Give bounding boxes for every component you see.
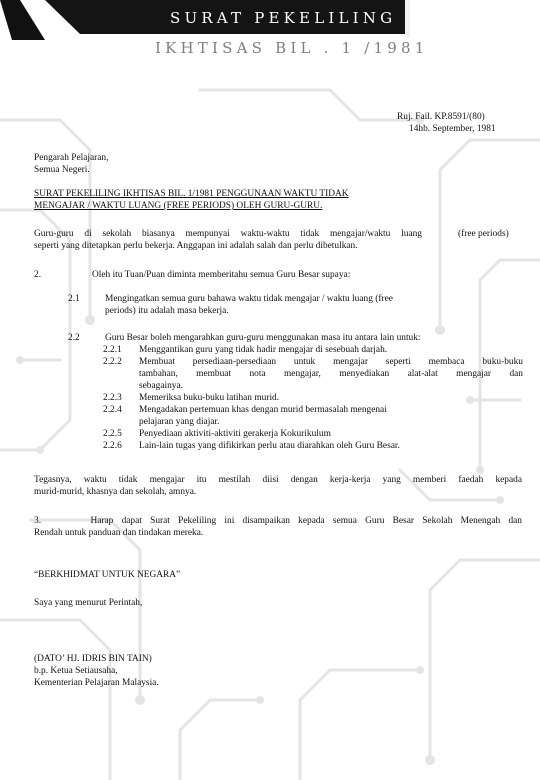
subitem-text: Lain-lain tugas yang difikirkan perlu atau diarahkan oleh Guru Besar. [139, 441, 400, 451]
closing: Saya yang menurut Perintah, [34, 598, 143, 608]
subitem-number: 2.2.3 [103, 393, 122, 403]
signatory-organisation: Kementerian Pelajaran Malaysia. [34, 678, 159, 688]
subitem-number: 2.2.6 [103, 441, 122, 451]
tegasnya-line1: Tegasnya, waktu tidak mengajar itu mestilah diisi dengan kerja-kerja yang memberi faedah kepada [34, 475, 522, 485]
subject-line2: MENGAJAR / WAKTU LUANG (FREE PERIODS) OLEH GURU-GURU. [34, 201, 323, 211]
para2-number: 2. [34, 270, 42, 280]
subitem-number: 2.2.2 [103, 357, 122, 367]
intro-line2: seperti yang ditetapkan perlu bekerja. Anggapan ini adalah salah dan perlu dibetulkan. [34, 241, 358, 251]
subitem-number: 2.2.5 [103, 429, 122, 439]
motto: “BERKHIDMAT UNTUK NEGARA” [34, 570, 181, 580]
subitem-text: sebagainya. [139, 381, 183, 391]
intro-free-periods: (free periods) [458, 229, 509, 239]
subitem-text: Mengadakan pertemuan khas dengan murid bermasalah mengenai [139, 405, 387, 415]
para3-line1: 3. Harap dapat Surat Pekeliling ini disampaikan kepada semua Guru Besar Sekolah Menengah dan [34, 516, 522, 526]
subitem-text: Membuat persediaan-persediaan untuk mengajar seperti membaca buku-buku [139, 357, 523, 367]
signatory-name: (DATO’ HJ. IDRIS BIN TAIN) [34, 654, 152, 664]
addressee-scope: Semua Negeri. [34, 165, 90, 175]
file-reference: Ruj. Fail. KP.8591/(80) [397, 112, 485, 122]
circular-title-line2: IKHTISAS BIL . 1 /1981 [155, 39, 429, 57]
item-2-2-text: Guru Besar boleh mengarahkan guru-guru menggunakan masa itu antara lain untuk: [105, 333, 421, 343]
subject-line1: SURAT PEKELILING IKHTISAS BIL. 1/1981 PENGGUNAAN WAKTU TIDAK [34, 189, 349, 199]
para3-line2: Rendah untuk panduan dan tindakan mereka. [34, 528, 204, 538]
item-2-1-line2: periods) itu adalah masa bekerja. [105, 306, 229, 316]
item-2-2-number: 2.2 [68, 333, 80, 343]
subitem-text: Menggantikan guru yang tidak hadir mengajar di sesebuah darjah. [139, 345, 388, 355]
subitem-text: Penyediaan aktiviti-aktiviti gerakerja Kokurikulum [139, 429, 331, 439]
item-2-1-number: 2.1 [68, 294, 80, 304]
subitem-text: tambahan, membuat nota mengajar, menyediakan alat-alat mengajar dan [139, 369, 523, 379]
intro-line1: Guru-guru di sekolah biasanya mempunyai waktu-waktu tidak mengajar/waktu luang [34, 229, 422, 239]
subitem-number: 2.2.4 [103, 405, 122, 415]
tegasnya-line2: murid-murid, khasnya dan sekolah, amnya. [34, 487, 197, 497]
para2-text: Oleh itu Tuan/Puan diminta memberitahu semua Guru Besar supaya: [92, 270, 351, 280]
circular-title-line1: SURAT PEKELILING [170, 9, 397, 27]
letter-date: 14hb. September, 1981 [409, 124, 496, 134]
subitem-text: Memeriksa buku-buku latihan murid. [139, 393, 280, 403]
item-2-1-line1: Mengingatkan semua guru bahawa waktu tidak mengajar / waktu luang (free [105, 294, 393, 304]
subitem-text: pelajaran yang diajar. [139, 417, 220, 427]
subitem-number: 2.2.1 [103, 345, 122, 355]
addressee-title: Pengarah Pelajaran, [34, 153, 109, 163]
signatory-role: b.p. Ketua Setiausaha, [34, 666, 118, 676]
